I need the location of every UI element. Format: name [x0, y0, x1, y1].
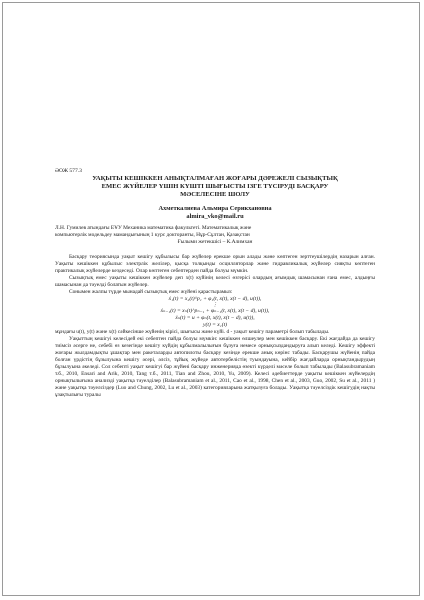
- equation-ellipsis: ⋮: [212, 303, 218, 308]
- body-paragraph: мұндағы u(t), y(t) және x(t) сәйкесінше жүйенің кірісі, шығысы және күйі. d - уақыт кешігу параметрі болып табылады.: [55, 329, 330, 335]
- equation-line: ẋ₁(t) = x₂(t)^p₁ + φ₁(t, x(t), x(t − d), u(t)),: [168, 296, 262, 302]
- udc-code: ӘОЖ 577.3: [55, 168, 82, 174]
- affiliation-line: компьютерлік модельдеу мамандығының 1 курс докторанты, Нұр-Сұлтан, Қазақстан: [55, 232, 250, 238]
- document-body: [55, 168, 375, 399]
- equation-system: [130, 296, 300, 329]
- author-name: Ахметкалиева Альмира Серикхановна: [158, 205, 272, 212]
- equation-line: ẋₙ₋₁(t) = xₙ(t)^pₙ₋₁ + φₙ₋₁(t, x(t), x(t − d), u(t)),: [160, 308, 270, 314]
- body-paragraph: Басқару теориясында уақыт кешігу құбылысы бар жүйелер ерекше орын алады және көптеген зерттеушілердің назарын алған. Уақыты кешіккен құбылыс электрлік желілер, қысқа толқынды осцилляторлар және гидравликалық жүйелер сияқты көптеген практикалық жүйелерде кездеседі. Олар көптеген себептерден пайда болуы мүмкін.: [55, 254, 375, 274]
- title-line: ЕМЕС ЖҮЙЕЛЕР ҮШІН КҮШТІ ШЫҒЫСТЫ ІЗГЕ ТҮСІРУДІ БАСҚАРУ: [101, 183, 329, 190]
- title-line: МӘСЕЛЕСІНЕ ШОЛУ: [180, 191, 250, 198]
- equation-line: y(t) = x₁(t): [202, 322, 228, 328]
- affiliation-line: Ғылыми жетекшісі – К.Алимхан: [177, 239, 253, 245]
- title-line: УАҚЫТЫ КЕШІККЕН АНЫҚТАЛМАҒАН ЖОҒАРЫ ДӘРЕЖЕЛІ СЫЗЫҚТЫҚ: [92, 175, 338, 182]
- body-paragraph: Уақыттың кешігуі келесідей екі себептен пайда болуы мүмкін: кешіккен өлшеулер мен кешіккен басқару. Екі жағдайда да кешігу тиімсіз әсерге не, себебі өз кезегінде кешігу күйдің құбылмалылығын бұзуға немесе орнықсыздандыруға алып келеді. Кешігу эффекті жоғары жылдамдықты ұшақтар мен ракеталарды автопилоты басқару кезінде ерекше анық көрінс табады. Басқарушы жүйенің пайда болған үрдістің бұзылуына кешігу әсері, әлсіз, тұйық жүйеде автотербелістің туындауына, кейбір жағдайларда орнықтандырудың бұзылуына әкеледі. Сол себепті уақыт кешігуі бар жүйені басқару инженерияда өзекті күрделі мәселе болып табылады (Balasubramaniam т.б., 2010, Ensari and Arik, 2010, Tang т.б., 2011, Tian and Zhou, 2010, Yu, 2009). Келесі әдебиеттерде уақыты кешіккен жүйелердің орнықтылығына анализді уақытқа тәуелділер (Balasubramaniam et al., 2011, Cao et al., 1998, Chen et al., 2003, Guo, 2002, Su et al., 2011 ) және уақытқа тәуелсіздер (Luo and Chung, 2002, Lu et al., 2003) категорияларына жатқызуға болады. Уақытқа тәуелсіздік кешігудің нақты ұзақтылығы туралы: [55, 336, 375, 398]
- affiliation-line: Л.Н. Гумилев атындағы ЕҰУ Механика математика факультеті. Математикалық және: [55, 225, 252, 231]
- body-paragraph: Сызықтық емес уақыты кешіккен жүйелер деп x(t) күйінің келесі өзгерісі олардың ағымдық шамасынан ғана емес, алдыңғы шамасынан да тәуелді болатын жүйелер.: [55, 275, 375, 288]
- paper-title: [55, 175, 375, 199]
- equation-line: ẋₙ(t) = u + φₙ(t, x(t), x(t − d), u(t)),: [175, 315, 255, 321]
- author-email: almira_vko@mail.ru: [186, 213, 244, 220]
- body-paragraph: Сонымен жалпы түрде мынадай сызықтық емес жүйені қарастырамыз:: [69, 289, 233, 295]
- affiliation: [55, 225, 375, 246]
